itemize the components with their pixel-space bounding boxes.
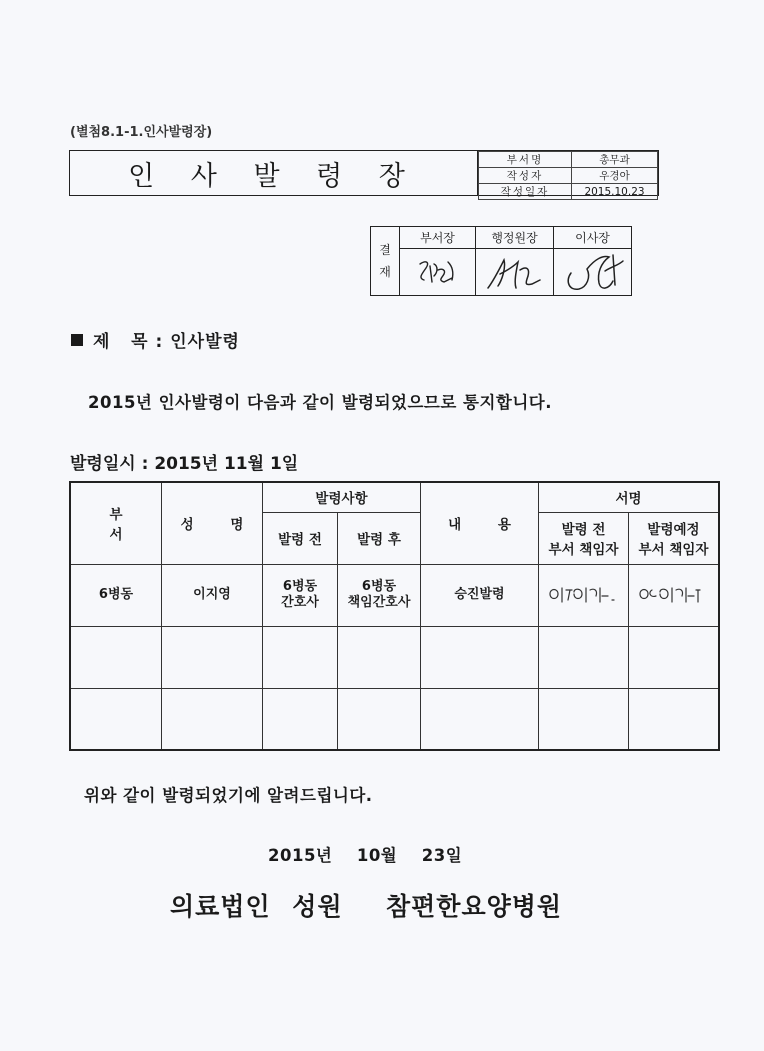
handwritten-signature-icon (544, 580, 624, 610)
issue-date: 2015년 10월 23일 (268, 846, 463, 865)
empty-cell (629, 626, 720, 688)
header-dept: 부 서 (70, 482, 162, 564)
header-sig-before-line1: 발령 전 (561, 522, 606, 538)
empty-cell (539, 688, 629, 750)
meta-label: 부서명 (479, 152, 572, 168)
approval-box (370, 226, 632, 296)
empty-cell (338, 626, 421, 688)
empty-cell (263, 626, 338, 688)
empty-cell (421, 626, 539, 688)
closing-text: 위와 같이 발령되었기에 알려드립니다. (84, 786, 373, 805)
empty-cell (70, 688, 162, 750)
document-title: 인 사 발 령 장 (70, 151, 478, 195)
table-row (70, 626, 719, 688)
cell-after-line1: 6병동 (361, 579, 397, 594)
personnel-order-table (69, 481, 720, 751)
empty-cell (338, 688, 421, 750)
meta-label: 작성일자 (479, 184, 572, 200)
header-sig-after-line1: 발령예정 (647, 522, 700, 538)
meta-row (479, 184, 658, 200)
meta-value: 우경아 (572, 168, 658, 184)
meta-table (478, 151, 658, 200)
empty-cell (263, 688, 338, 750)
handwritten-signature-icon (634, 580, 714, 610)
cell-sig-after (629, 564, 720, 626)
meta-value: 총무과 (572, 152, 658, 168)
meta-label: 작성자 (479, 168, 572, 184)
empty-cell (539, 626, 629, 688)
table-row (70, 564, 719, 626)
subject-line (71, 327, 240, 352)
empty-cell (162, 688, 263, 750)
approval-role-dept-head: 부서장 (400, 227, 476, 249)
approval-signature-dept-head (400, 249, 476, 296)
empty-cell (70, 626, 162, 688)
approval-role-admin-director: 행정원장 (476, 227, 554, 249)
approval-side-label-1: 결 (379, 243, 391, 257)
cell-content: 승진발령 (421, 564, 539, 626)
meta-row (479, 168, 658, 184)
black-square-bullet-icon (71, 334, 83, 346)
cell-after (338, 564, 421, 626)
handwritten-signature-icon (557, 249, 629, 295)
subject-label: 제 목 : 인사발령 (93, 332, 240, 352)
approval-side-label (371, 227, 400, 296)
handwritten-signature-icon (480, 250, 550, 294)
organization-name: 의료법인 성원 참편한요양병원 (170, 892, 563, 921)
handwritten-signature-icon (408, 252, 468, 292)
header-name: 성 명 (162, 482, 263, 564)
cell-before-line2: 간호사 (281, 595, 319, 610)
header-sig-after (629, 512, 720, 564)
cell-sig-before (539, 564, 629, 626)
empty-cell (629, 688, 720, 750)
header-after: 발령 후 (338, 512, 421, 564)
issue-datetime: 발령일시 : 2015년 11월 1일 (70, 454, 299, 474)
cell-dept: 6병동 (70, 564, 162, 626)
header-signature: 서명 (539, 482, 720, 512)
table-row (70, 688, 719, 750)
approval-signature-admin-director (476, 249, 554, 296)
header-sig-before-line2: 부서 책임자 (548, 542, 619, 558)
cell-before-line1: 6병동 (282, 579, 318, 594)
header-action: 발령사항 (263, 482, 421, 512)
empty-cell (421, 688, 539, 750)
title-box (69, 150, 659, 196)
approval-role-chairman: 이사장 (554, 227, 632, 249)
header-before: 발령 전 (263, 512, 338, 564)
meta-value: 2015.10.23 (572, 184, 658, 200)
header-sig-after-line2: 부서 책임자 (638, 542, 709, 558)
form-number: (별첨8.1-1.인사발령장) (70, 125, 213, 140)
meta-row (479, 152, 658, 168)
header-sig-before (539, 512, 629, 564)
cell-name: 이지영 (162, 564, 263, 626)
cell-after-line2: 책임간호사 (347, 595, 411, 610)
empty-cell (162, 626, 263, 688)
cell-before (263, 564, 338, 626)
notice-body-text: 2015년 인사발령이 다음과 같이 발령되었으므로 통지합니다. (88, 393, 553, 412)
approval-side-label-2: 재 (379, 265, 391, 279)
header-content: 내 용 (421, 482, 539, 564)
approval-signature-chairman (554, 249, 632, 296)
